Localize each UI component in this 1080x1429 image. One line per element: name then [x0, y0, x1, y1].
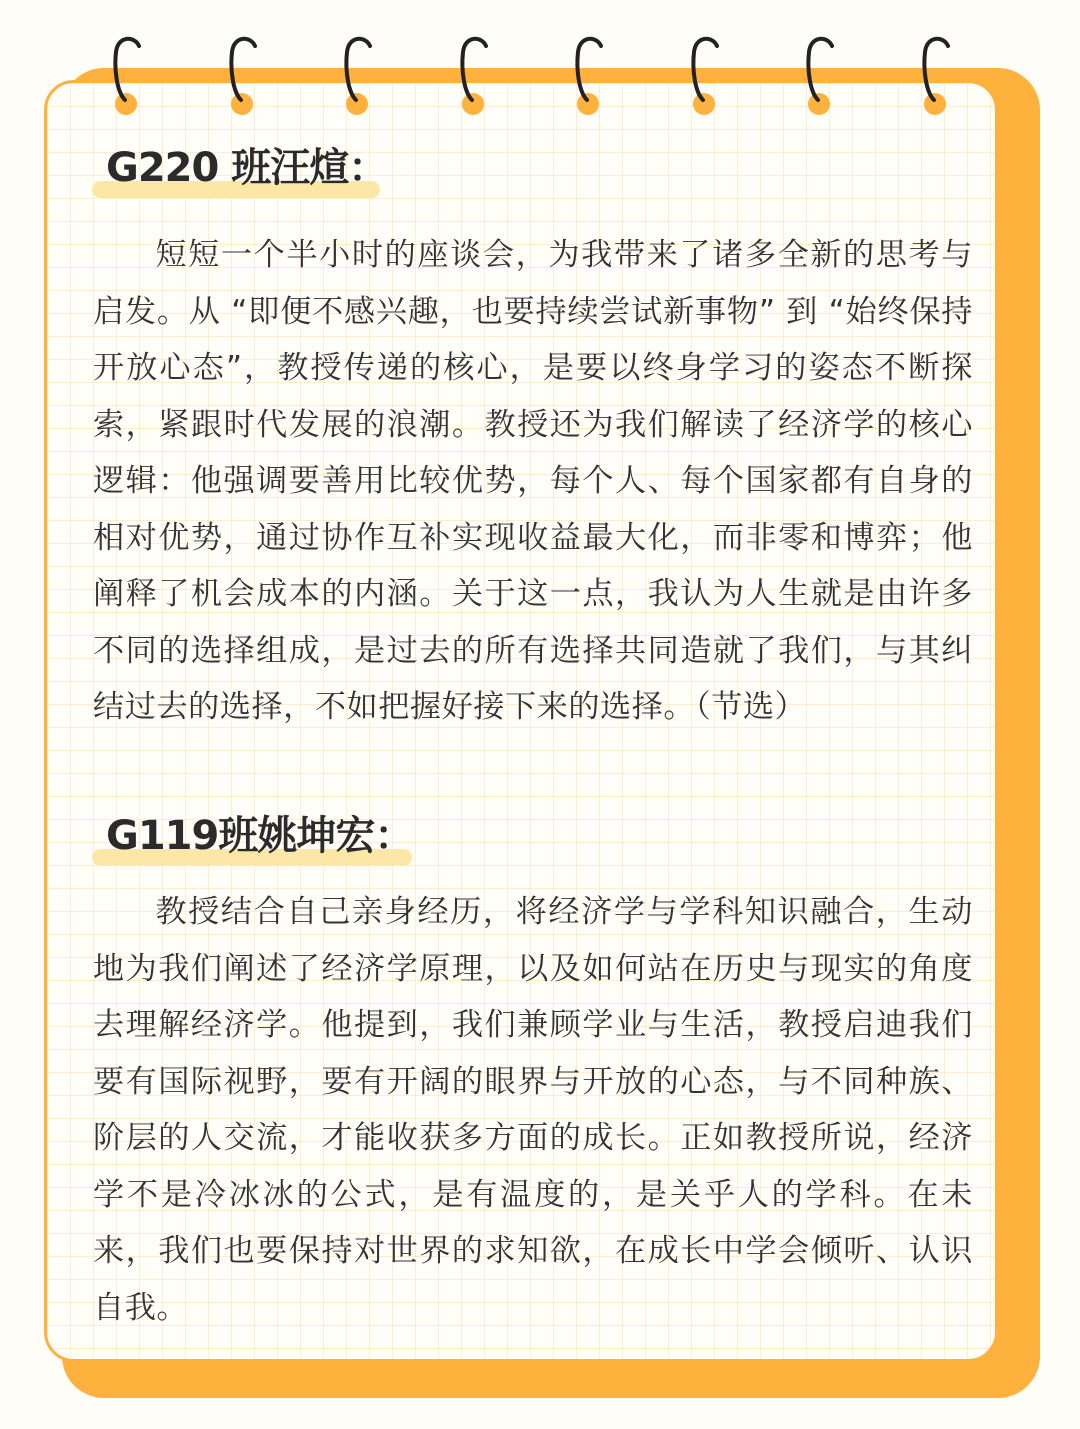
- binder-ring-icon: [106, 30, 146, 120]
- section-2-title-text: G119班姚坤宏：: [106, 813, 414, 859]
- section-1-title: [92, 140, 387, 200]
- binder-ring-icon: [568, 30, 608, 120]
- binder-ring-icon: [222, 30, 262, 120]
- section-1-title-text: G220 班汪煊：: [106, 145, 388, 191]
- section-2-title: [92, 808, 413, 868]
- binder-ring-icon: [684, 30, 724, 120]
- binder-ring-icon: [799, 30, 839, 120]
- section-2-body: 教授结合自己亲身经历，将经济学与学科知识融合，生动地为我们阐述了经济学原理，以及如何站在历史与现实的角度去理解经济学。他提到，我们兼顾学业与生活，教授启迪我们要有国际视野，要有开阔的眼界与开放的心态，与不同种族、阶层的人交流，才能收获多方面的成长。正如教授所说，经济学不是冷冰冰的公式，是有温度的，是关乎人的学科。在未来，我们也要保持对世界的求知欲，在成长中学会倾听、认识自我。: [93, 894, 973, 1326]
- binder-ring-icon: [915, 30, 955, 120]
- section-1-body: 短短一个半小时的座谈会，为我带来了诸多全新的思考与启发。从 “即便不感兴趣，也要持续尝试新事物” 到 “始终保持开放心态”，教授传递的核心，是要以终身学习的姿态不断探索，紧跟时代发展的浪潮。教授还为我们解读了经济学的核心逻辑：他强调要善用比较优势，每个人、每个国家都有自身的相对优势，通过协作互补实现收益最大化，而非零和博弈；他阐释了机会成本的内涵。关于这一点，我认为人生就是由许多不同的选择组成，是过去的所有选择共同造就了我们，与其纠结过去的选择，不如把握好接下来的选择。（节选）: [93, 237, 973, 725]
- binder-ring-icon: [453, 30, 493, 120]
- binder-ring-icon: [337, 30, 377, 120]
